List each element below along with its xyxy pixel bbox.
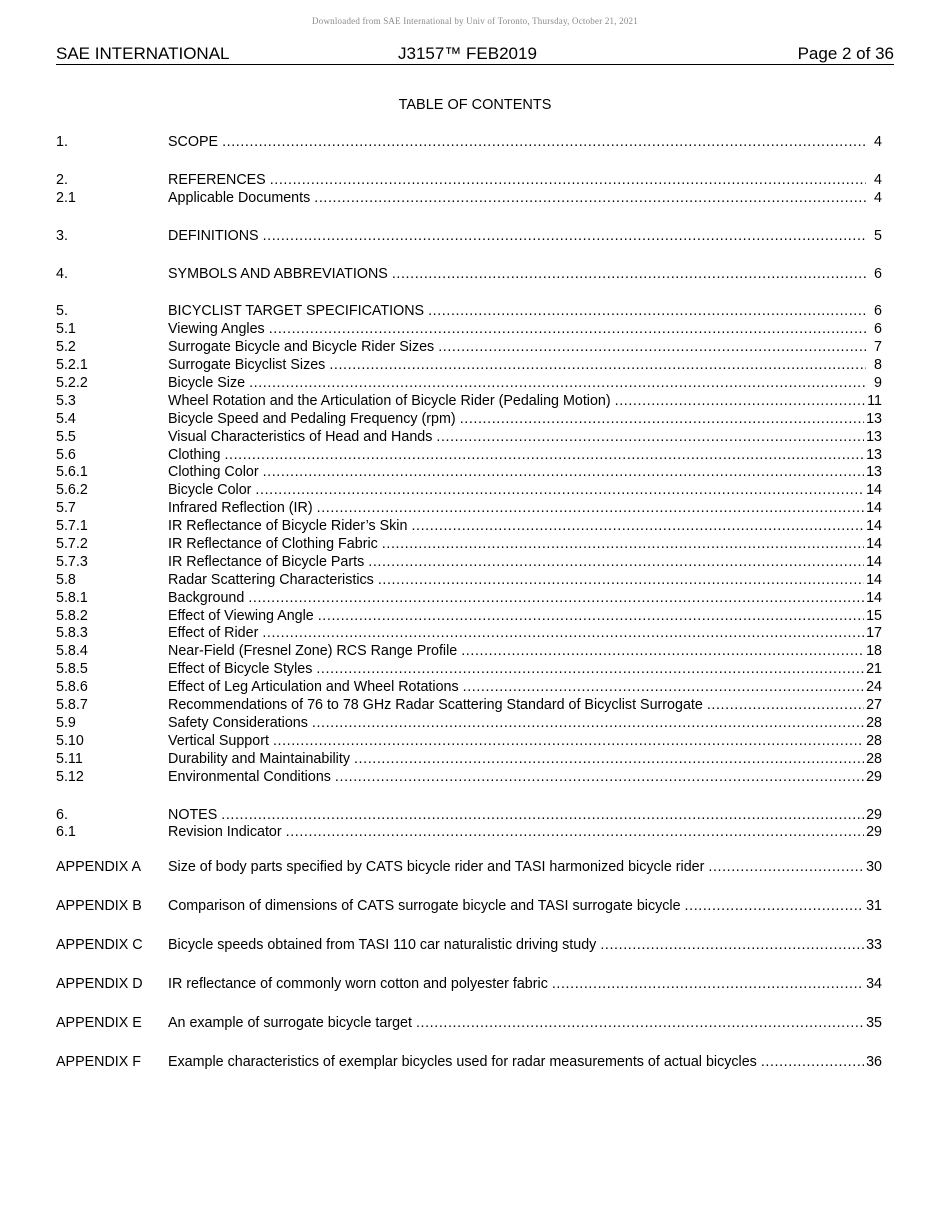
toc-entry[interactable] bbox=[56, 608, 882, 626]
toc-entry[interactable] bbox=[56, 536, 882, 554]
toc-entry[interactable] bbox=[56, 464, 882, 482]
toc-entry-page: 5 bbox=[874, 227, 882, 244]
toc-dot-leader bbox=[270, 172, 866, 190]
toc-title: TABLE OF CONTENTS bbox=[398, 97, 552, 113]
toc-entry-page: 34 bbox=[866, 975, 882, 992]
toc-entry[interactable] bbox=[56, 190, 882, 208]
toc-entry-number: 5.8.5 bbox=[56, 661, 88, 678]
toc-entry-title[interactable]: SYMBOLS AND ABBREVIATIONS bbox=[168, 265, 388, 282]
toc-entry-number: 5.10 bbox=[56, 732, 84, 749]
toc-dot-leader bbox=[382, 536, 864, 554]
toc-dot-leader bbox=[416, 1015, 864, 1033]
toc-entry-page: 28 bbox=[866, 714, 882, 731]
toc-dot-leader bbox=[335, 769, 864, 787]
toc-entry-number: 5.7 bbox=[56, 500, 76, 517]
toc-entry-page: 4 bbox=[874, 189, 882, 206]
toc-entry-page: 6 bbox=[874, 303, 882, 320]
toc-dot-leader bbox=[761, 1054, 864, 1072]
toc-entry-title[interactable]: Near-Field (Fresnel Zone) RCS Range Profile bbox=[168, 643, 458, 660]
toc-dot-leader bbox=[354, 751, 864, 769]
toc-entry-number: 5.8.2 bbox=[56, 607, 88, 624]
toc-entry-number: 6. bbox=[56, 806, 68, 823]
toc-entry[interactable] bbox=[56, 447, 882, 465]
toc-entry-page: 24 bbox=[866, 679, 882, 696]
toc-entry-title[interactable]: IR Reflectance of Bicycle Rider’s Skin bbox=[168, 518, 408, 535]
toc-entry-number: APPENDIX E bbox=[56, 1014, 142, 1031]
toc-dot-leader bbox=[316, 661, 864, 679]
toc-entry[interactable] bbox=[56, 172, 882, 190]
toc-dot-leader bbox=[707, 697, 864, 715]
toc-dot-leader bbox=[314, 190, 866, 208]
toc-entry-number: 5.8 bbox=[56, 571, 76, 588]
toc-dot-leader bbox=[600, 937, 864, 955]
toc-entry-number: 5.7.1 bbox=[56, 518, 88, 535]
toc-entry-number: APPENDIX D bbox=[56, 975, 143, 992]
toc-entry[interactable] bbox=[56, 228, 882, 246]
toc-entry[interactable] bbox=[56, 679, 882, 697]
toc-dot-leader bbox=[685, 898, 865, 916]
toc-entry-page: 14 bbox=[866, 518, 882, 535]
toc-entry-title[interactable]: Safety Considerations bbox=[168, 714, 308, 731]
toc-dot-leader bbox=[436, 429, 864, 447]
toc-entry-number: 1. bbox=[56, 134, 68, 150]
toc-dot-leader bbox=[263, 464, 865, 482]
toc-entry[interactable] bbox=[56, 321, 882, 339]
toc-entry-title[interactable]: IR Reflectance of Clothing Fabric bbox=[168, 536, 378, 553]
toc-entry[interactable] bbox=[56, 482, 882, 500]
toc-entry-page: 14 bbox=[866, 571, 882, 588]
toc-entry-title[interactable]: Clothing Color bbox=[168, 464, 259, 481]
toc-entry-title[interactable]: BICYCLIST TARGET SPECIFICATIONS bbox=[168, 303, 425, 320]
toc-entry-page: 18 bbox=[866, 643, 882, 660]
toc-entry-page: 27 bbox=[866, 697, 882, 714]
toc-entry[interactable] bbox=[56, 266, 882, 284]
toc-entry[interactable] bbox=[56, 1015, 882, 1033]
toc-entry[interactable] bbox=[56, 518, 882, 536]
toc-dot-leader bbox=[552, 976, 864, 994]
toc-dot-leader bbox=[221, 807, 864, 825]
toc-entry-title[interactable]: Applicable Documents bbox=[168, 189, 311, 206]
toc-entry-page: 8 bbox=[874, 357, 882, 374]
toc-entry-page: 13 bbox=[866, 464, 882, 481]
toc-entry[interactable] bbox=[56, 339, 882, 357]
toc-entry-title[interactable]: Infrared Reflection (IR) bbox=[168, 500, 313, 517]
toc-entry-number: 5.5 bbox=[56, 428, 76, 445]
toc-dot-leader bbox=[249, 375, 866, 393]
toc-dot-leader bbox=[368, 554, 864, 572]
toc-dot-leader bbox=[262, 625, 864, 643]
toc-dot-leader bbox=[269, 321, 866, 339]
toc-entry-title[interactable]: Bicycle Color bbox=[168, 482, 252, 499]
toc-entry-page: 4 bbox=[874, 171, 882, 188]
toc-entry-page: 13 bbox=[866, 428, 882, 445]
table-of-contents bbox=[56, 134, 882, 1072]
toc-entry-number: 6.1 bbox=[56, 824, 76, 841]
toc-entry-page: 35 bbox=[866, 1014, 882, 1031]
toc-entry[interactable] bbox=[56, 661, 882, 679]
toc-entry-page: 4 bbox=[874, 134, 882, 150]
toc-entry[interactable] bbox=[56, 303, 882, 321]
toc-entry-page: 14 bbox=[866, 553, 882, 570]
toc-entry-number: 5.8.1 bbox=[56, 589, 88, 606]
toc-entry[interactable] bbox=[56, 590, 882, 608]
toc-dot-leader bbox=[438, 339, 866, 357]
toc-dot-leader bbox=[463, 679, 864, 697]
toc-entry[interactable] bbox=[56, 807, 882, 825]
toc-entry[interactable] bbox=[56, 429, 882, 447]
toc-entry-number: 5.7.2 bbox=[56, 536, 88, 553]
toc-entry-title[interactable]: Background bbox=[168, 589, 245, 606]
toc-entry[interactable] bbox=[56, 134, 882, 152]
header-page-number: Page 2 of 36 bbox=[797, 44, 894, 63]
header-document-id: J3157™ FEB2019 bbox=[398, 44, 537, 63]
toc-entry-page: 21 bbox=[866, 661, 882, 678]
toc-entry-number: 5.11 bbox=[56, 750, 83, 767]
toc-entry-title[interactable]: Visual Characteristics of Head and Hands bbox=[168, 428, 433, 445]
toc-dot-leader bbox=[329, 357, 866, 375]
toc-entry-number: APPENDIX B bbox=[56, 898, 142, 915]
toc-entry-title[interactable]: Durability and Maintainability bbox=[168, 750, 350, 767]
toc-entry-number: 5.1 bbox=[56, 321, 76, 338]
toc-entry-number: 5.6.2 bbox=[56, 482, 88, 499]
toc-entry-title[interactable]: Bicycle Size bbox=[168, 375, 246, 392]
toc-dot-leader bbox=[317, 500, 864, 518]
toc-entry[interactable] bbox=[56, 715, 882, 733]
toc-entry-title[interactable]: IR Reflectance of Bicycle Parts bbox=[168, 553, 365, 570]
toc-entry-number: 3. bbox=[56, 227, 68, 244]
toc-entry[interactable] bbox=[56, 976, 882, 994]
toc-entry[interactable] bbox=[56, 357, 882, 375]
toc-dot-leader bbox=[460, 411, 864, 429]
toc-entry-page: 14 bbox=[866, 500, 882, 517]
toc-dot-leader bbox=[411, 518, 864, 536]
toc-entry[interactable] bbox=[56, 1054, 882, 1072]
toc-entry-number: 5.2.2 bbox=[56, 375, 88, 392]
toc-entry-title[interactable]: Vertical Support bbox=[168, 732, 269, 749]
toc-entry[interactable] bbox=[56, 769, 882, 787]
toc-entry-title[interactable]: Bicycle Speed and Pedaling Frequency (rpm) bbox=[168, 410, 456, 427]
toc-dot-leader bbox=[312, 715, 864, 733]
toc-entry-title[interactable]: Size of body parts specified by CATS bicycle rider and TASI harmonized bicycle rider bbox=[168, 859, 705, 876]
header-organization: SAE INTERNATIONAL bbox=[56, 44, 230, 63]
toc-entry[interactable] bbox=[56, 625, 882, 643]
toc-entry-title[interactable]: Surrogate Bicyclist Sizes bbox=[168, 357, 326, 374]
toc-dot-leader bbox=[392, 266, 866, 284]
toc-entry[interactable] bbox=[56, 500, 882, 518]
toc-entry[interactable] bbox=[56, 898, 882, 916]
toc-dot-leader bbox=[615, 393, 866, 411]
toc-entry-title[interactable]: DEFINITIONS bbox=[168, 227, 259, 244]
page-header bbox=[56, 44, 894, 65]
toc-entry-number: 5. bbox=[56, 303, 68, 320]
toc-entry-page: 9 bbox=[874, 375, 882, 392]
toc-entry-title[interactable]: Recommendations of 76 to 78 GHz Radar Scattering Standard of Bicyclist Surrogate bbox=[168, 697, 703, 714]
toc-entry-number: 5.8.4 bbox=[56, 643, 88, 660]
toc-entry-number: 2. bbox=[56, 171, 68, 188]
toc-entry-title[interactable]: Effect of Rider bbox=[168, 625, 259, 642]
toc-entry-number: 5.8.7 bbox=[56, 697, 88, 714]
toc-entry-number: APPENDIX A bbox=[56, 859, 142, 876]
toc-dot-leader bbox=[222, 134, 866, 152]
toc-entry-title[interactable]: Effect of Viewing Angle bbox=[168, 607, 314, 624]
toc-entry-title[interactable]: SCOPE bbox=[168, 134, 219, 150]
toc-entry-page: 29 bbox=[866, 824, 882, 841]
toc-entry-number: 5.3 bbox=[56, 392, 76, 409]
toc-dot-leader bbox=[224, 447, 864, 465]
toc-entry-title[interactable]: Environmental Conditions bbox=[168, 768, 331, 785]
toc-entry-page: 14 bbox=[866, 589, 882, 606]
toc-entry-title[interactable]: Example characteristics of exemplar bicycles used for radar measurements of actual bicycles bbox=[168, 1053, 757, 1070]
toc-entry-title[interactable]: Comparison of dimensions of CATS surrogate bicycle and TASI surrogate bicycle bbox=[168, 898, 681, 915]
toc-dot-leader bbox=[378, 572, 864, 590]
toc-dot-leader bbox=[461, 643, 864, 661]
toc-entry[interactable] bbox=[56, 859, 882, 877]
toc-entry-number: 5.8.3 bbox=[56, 625, 88, 642]
toc-entry-page: 28 bbox=[866, 750, 882, 767]
toc-entry[interactable] bbox=[56, 375, 882, 393]
toc-entry-title[interactable]: REFERENCES bbox=[168, 171, 266, 188]
toc-dot-leader bbox=[248, 590, 864, 608]
toc-entry-title[interactable]: Wheel Rotation and the Articulation of Bicycle Rider (Pedaling Motion) bbox=[168, 392, 611, 409]
toc-entry-page: 31 bbox=[866, 898, 882, 915]
toc-entry-number: 5.7.3 bbox=[56, 553, 88, 570]
toc-entry-page: 14 bbox=[866, 536, 882, 553]
toc-dot-leader bbox=[428, 303, 866, 321]
toc-entry-page: 30 bbox=[866, 859, 882, 876]
toc-entry-title[interactable]: Viewing Angles bbox=[168, 321, 265, 338]
toc-entry-number: 4. bbox=[56, 265, 68, 282]
toc-entry-page: 6 bbox=[874, 321, 882, 338]
toc-entry-title[interactable]: Effect of Leg Articulation and Wheel Rotations bbox=[168, 679, 459, 696]
toc-entry-title[interactable]: Radar Scattering Characteristics bbox=[168, 571, 374, 588]
toc-entry[interactable] bbox=[56, 554, 882, 572]
toc-dot-leader bbox=[255, 482, 864, 500]
toc-entry-title[interactable]: Effect of Bicycle Styles bbox=[168, 661, 313, 678]
toc-entry-number: 5.12 bbox=[56, 768, 84, 785]
toc-entry-number: 5.9 bbox=[56, 714, 76, 731]
toc-entry[interactable] bbox=[56, 824, 882, 842]
toc-entry-title[interactable]: Revision Indicator bbox=[168, 824, 282, 841]
toc-entry-number: APPENDIX F bbox=[56, 1053, 142, 1070]
toc-entry-page: 29 bbox=[866, 768, 882, 785]
toc-entry-number: 5.6.1 bbox=[56, 464, 88, 481]
toc-entry[interactable] bbox=[56, 643, 882, 661]
toc-entry-page: 11 bbox=[867, 392, 882, 409]
toc-entry-number: 5.8.6 bbox=[56, 679, 88, 696]
toc-entry[interactable] bbox=[56, 937, 882, 955]
toc-entry-page: 36 bbox=[866, 1053, 882, 1070]
toc-entry-title[interactable]: An example of surrogate bicycle target bbox=[168, 1014, 412, 1031]
toc-entry-page: 28 bbox=[866, 732, 882, 749]
toc-dot-leader bbox=[286, 824, 864, 842]
toc-dot-leader bbox=[708, 859, 864, 877]
download-watermark: Downloaded from SAE International by Univ of Toronto, Thursday, October 21, 2021 bbox=[312, 16, 638, 26]
toc-entry[interactable] bbox=[56, 572, 882, 590]
toc-dot-leader bbox=[273, 733, 864, 751]
toc-dot-leader bbox=[263, 228, 866, 246]
toc-dot-leader bbox=[318, 608, 864, 626]
toc-entry-page: 29 bbox=[866, 806, 882, 823]
toc-entry-page: 17 bbox=[866, 625, 882, 642]
toc-entry[interactable] bbox=[56, 733, 882, 751]
toc-entry-number: 2.1 bbox=[56, 189, 76, 206]
toc-entry-page: 33 bbox=[866, 937, 882, 954]
toc-entry-page: 13 bbox=[866, 410, 882, 427]
toc-entry-number: 5.2 bbox=[56, 339, 76, 356]
toc-entry-number: 5.2.1 bbox=[56, 357, 88, 374]
toc-entry-page: 7 bbox=[874, 339, 882, 356]
toc-entry-number: 5.6 bbox=[56, 446, 76, 463]
toc-entry-number: APPENDIX C bbox=[56, 937, 143, 954]
toc-entry-title[interactable]: Clothing bbox=[168, 446, 221, 463]
toc-entry-page: 6 bbox=[874, 265, 882, 282]
toc-entry-page: 15 bbox=[866, 607, 882, 624]
toc-entry-title[interactable]: IR reflectance of commonly worn cotton and polyester fabric bbox=[168, 975, 548, 992]
toc-entry-title[interactable]: Bicycle speeds obtained from TASI 110 car naturalistic driving study bbox=[168, 937, 597, 954]
toc-entry-title[interactable]: NOTES bbox=[168, 806, 218, 823]
toc-entry[interactable] bbox=[56, 697, 882, 715]
toc-entry-number: 5.4 bbox=[56, 410, 76, 427]
toc-entry[interactable] bbox=[56, 411, 882, 429]
toc-entry-page: 13 bbox=[866, 446, 882, 463]
toc-entry-title[interactable]: Surrogate Bicycle and Bicycle Rider Sizes bbox=[168, 339, 435, 356]
toc-entry-page: 14 bbox=[866, 482, 882, 499]
toc-entry[interactable] bbox=[56, 751, 882, 769]
toc-entry[interactable] bbox=[56, 393, 882, 411]
